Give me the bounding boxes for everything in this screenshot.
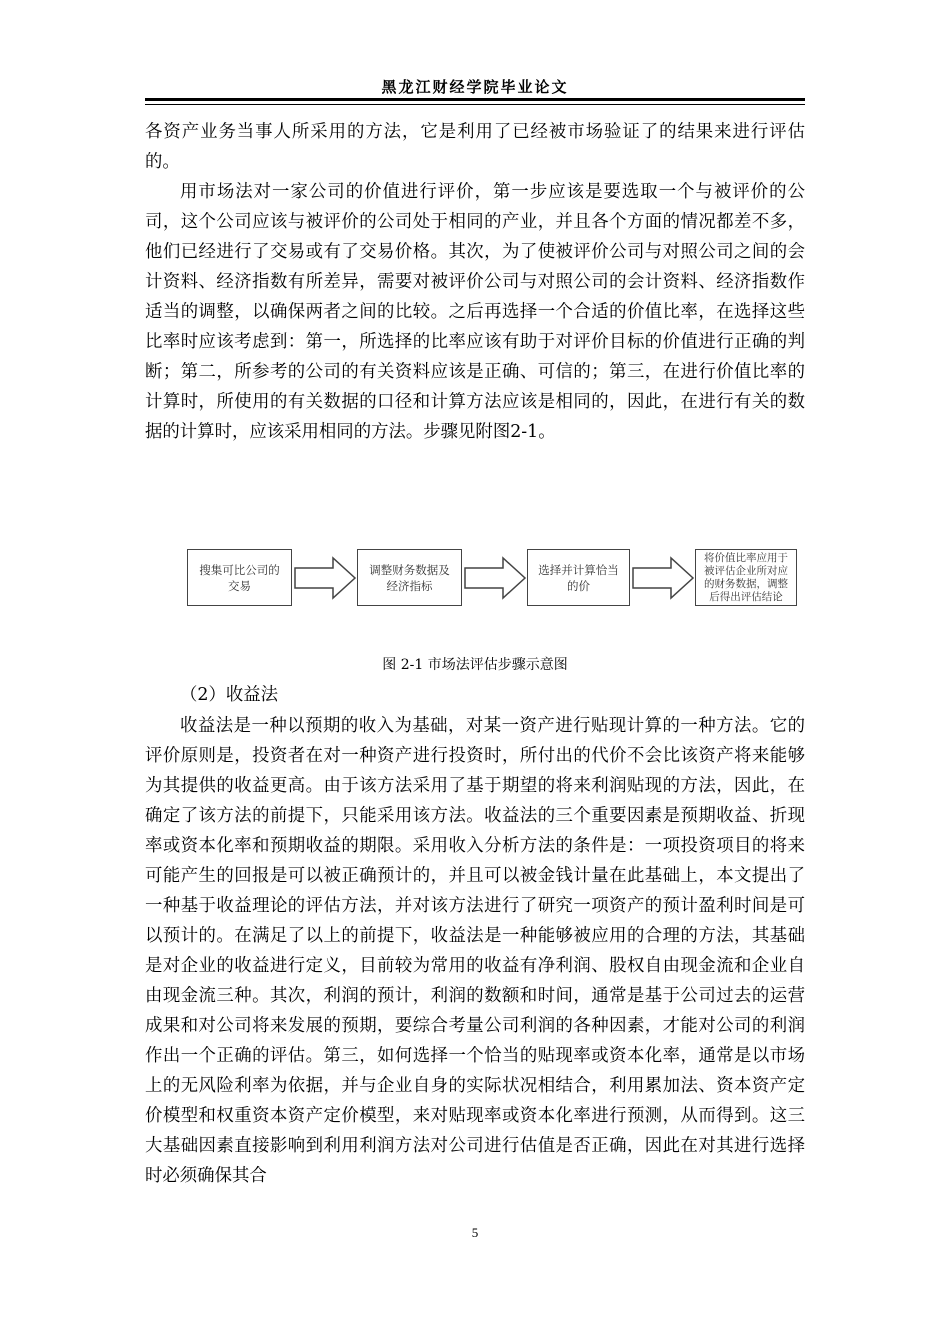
- paragraph-2: 用市场法对一家公司的价值进行评价，第一步应该是要选取一个与被评价的公司，这个公司应该与被评价的公司处于相同的产业，并且各个方面的情况都差不多，他们已经进行了交易或有了交易价格。其次，为了使被评价公司与对照公司之间的会计资料、经济指数有所差异，需要对被评价公司与对照公司的会计资料、经济指数作适当的调整，以确保两者之间的比较。之后再选择一个合适的价值比率，在选择这些比率时应该考虑到：第一，所选择的比率应该有助于对评价目标的价值进行正确的判断；第二，所参考的公司的有关资料应该是正确、可信的；第三，在进行价值比率的计算时，所使用的有关数据的口径和计算方法应该是相同的，因此，在进行有关的数据的计算时，应该采用相同的方法。步骤见附图2-1。: [145, 182, 805, 442]
- figure-caption: 图 2-1 市场法评估步骤示意图: [382, 657, 568, 673]
- flow-step-1: 搜集可比公司的交易: [187, 549, 292, 606]
- flow-step-4: 将价值比率应用于被评估企业所对应的财务数据，调整后得出评估结论: [695, 549, 797, 606]
- header-rule-thick: [145, 98, 805, 101]
- paragraph-1: 各资产业务当事人所采用的方法，它是利用了已经被市场验证了的结果来进行评估的。: [145, 122, 805, 172]
- page-header-title: 黑龙江财经学院毕业论文: [381, 78, 569, 96]
- flow-step-2: 调整财务数据及经济指标: [357, 549, 462, 606]
- text-block-top: [145, 117, 805, 447]
- header-rule-thin: [145, 104, 805, 105]
- text-block-bottom: [145, 711, 805, 1191]
- flow-arrow-2: [463, 555, 527, 601]
- flow-arrow-3: [631, 555, 695, 601]
- section-subheading: （2）收益法: [180, 685, 279, 705]
- paragraph-3: 收益法是一种以预期的收入为基础，对某一资产进行贴现计算的一种方法。它的评价原则是，投资者在对一种资产进行投资时，所付出的代价不会比该资产将来能够为其提供的收益更高。由于该方法采用了基于期望的将来利润贴现的方法，因此，在确定了该方法的前提下，只能采用该方法。收益法的三个重要因素是预期收益、折现率或资本化率和预期收益的期限。采用收入分析方法的条件是：一项投资项目的将来可能产生的回报是可以被正确预计的，并且可以被金钱计量在此基础上，本文提出了一种基于收益理论的评估方法，并对该方法进行了研究一项资产的预计盈利时间是可以预计的。在满足了以上的前提下，收益法是一种能够被应用的合理的方法，其基础是对企业的收益进行定义，目前较为常用的收益有净利润、股权自由现金流和企业自由现金流三种。其次，利润的预计，利润的数额和时间，通常是基于公司过去的运营成果和对公司将来发展的预期，要综合考量公司利润的各种因素，才能对公司的利润作出一个正确的评估。第三，如何选择一个恰当的贴现率或资本化率，通常是以市场上的无风险利率为依据，并与企业自身的实际状况相结合，利用累加法、资本资产定价模型和权重资本资产定价模型，来对贴现率或资本化率进行预测，从而得到。这三大基础因素直接影响到利用利润方法对公司进行估值是否正确，因此在对其进行选择时必须确保其合: [145, 716, 805, 1186]
- flow-arrow-1: [293, 555, 357, 601]
- flow-step-3: 选择并计算恰当的价: [527, 549, 630, 606]
- page-number: 5: [471, 1225, 479, 1240]
